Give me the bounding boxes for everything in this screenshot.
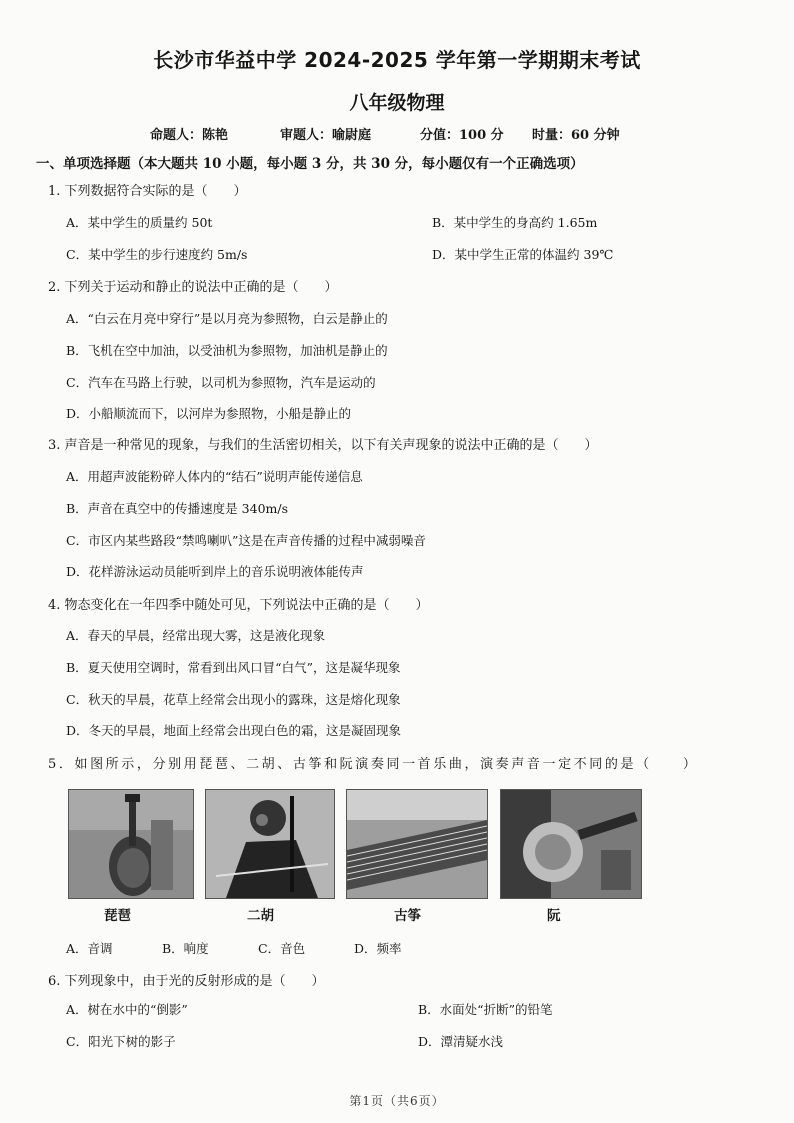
q5-option-b: B．响度 bbox=[162, 941, 209, 956]
q1-option-d: D．某中学生正常的体温约 39℃ bbox=[432, 247, 614, 262]
q4-option-a: A．春天的早晨，经常出现大雾，这是液化现象 bbox=[66, 628, 326, 643]
question-1-stem: 1. 下列数据符合实际的是（ ） bbox=[48, 184, 247, 199]
q3-option-d: D．花样游泳运动员能听到岸上的音乐说明液体能传声 bbox=[66, 564, 364, 579]
exam-meta bbox=[150, 124, 620, 143]
q1-option-b: B．某中学生的身高约 1.65m bbox=[432, 215, 598, 230]
q1-option-c: C．某中学生的步行速度约 5m/s bbox=[66, 247, 248, 262]
question-2-stem: 2. 下列关于运动和静止的说法中正确的是（ ） bbox=[48, 280, 338, 295]
q4-option-b: B．夏天使用空调时，常看到出风口冒“白气”，这是凝华现象 bbox=[66, 660, 401, 675]
page-footer: 第1页（共6页） bbox=[349, 1094, 445, 1108]
guzheng-photo bbox=[346, 789, 488, 899]
caption-guzheng: 古筝 bbox=[394, 908, 421, 924]
caption-pipa: 琵琶 bbox=[104, 908, 131, 924]
q2-option-c: C．汽车在马路上行驶，以司机为参照物，汽车是运动的 bbox=[66, 375, 376, 390]
erhu-photo bbox=[205, 789, 335, 899]
author: 命题人：陈艳 bbox=[150, 128, 229, 143]
pipa-photo bbox=[68, 789, 194, 899]
q3-option-c: C．市区内某些路段“禁鸣喇叭”这是在声音传播的过程中减弱噪音 bbox=[66, 533, 426, 548]
q5-option-d: D．频率 bbox=[354, 941, 402, 956]
time-limit: 时量：60 分钟 bbox=[532, 128, 620, 143]
score: 分值：100 分 bbox=[420, 128, 504, 143]
question-4-stem: 4. 物态变化在一年四季中随处可见，下列说法中正确的是（ ） bbox=[48, 598, 429, 613]
q2-option-a: A．“白云在月亮中穿行”是以月亮为参照物，白云是静止的 bbox=[66, 311, 388, 326]
q5-option-c: C．音色 bbox=[258, 941, 306, 956]
exam-title: 长沙市华益中学 2024-2025 学年第一学期期末考试 bbox=[153, 48, 641, 72]
q2-option-d: D．小船顺流而下，以河岸为参照物，小船是静止的 bbox=[66, 406, 352, 421]
question-3-stem: 3. 声音是一种常见的现象，与我们的生活密切相关，以下有关声现象的说法中正确的是（ ） bbox=[48, 438, 598, 453]
q4-option-d: D．冬天的早晨，地面上经常会出现白色的霜，这是凝固现象 bbox=[66, 723, 402, 738]
q4-option-c: C．秋天的早晨，花草上经常会出现小的露珠，这是熔化现象 bbox=[66, 692, 401, 707]
caption-ruan: 阮 bbox=[547, 908, 561, 924]
caption-erhu: 二胡 bbox=[247, 908, 274, 924]
q5-option-a: A．音调 bbox=[66, 941, 113, 956]
ruan-photo bbox=[500, 789, 642, 899]
q6-option-d: D．潭清疑水浅 bbox=[418, 1034, 504, 1049]
q6-option-a: A．树在水中的“倒影” bbox=[66, 1002, 188, 1017]
q6-option-c: C．阳光下树的影子 bbox=[66, 1034, 176, 1049]
question-6-stem: 6. 下列现象中，由于光的反射形成的是（ ） bbox=[48, 974, 325, 989]
q3-option-a: A．用超声波能粉碎人体内的“结石”说明声能传递信息 bbox=[66, 469, 363, 484]
section-heading: 一、单项选择题（本大题共 10 小题，每小题 3 分，共 30 分，每小题仅有一个正确选项） bbox=[36, 156, 584, 172]
question-5-stem: 5．如图所示，分别用琵琶、二胡、古筝和阮演奏同一首乐曲，演奏声音一定不同的是（ ） bbox=[48, 757, 699, 772]
q1-option-a: A．某中学生的质量约 50t bbox=[66, 215, 213, 230]
q6-option-b: B．水面处“折断”的铅笔 bbox=[418, 1002, 553, 1017]
q3-option-b: B．声音在真空中的传播速度是 340m/s bbox=[66, 501, 288, 516]
exam-subtitle: 八年级物理 bbox=[349, 92, 445, 114]
q2-option-b: B．飞机在空中加油，以受油机为参照物，加油机是静止的 bbox=[66, 343, 388, 358]
reviewer: 审题人：喻尉庭 bbox=[280, 128, 372, 143]
